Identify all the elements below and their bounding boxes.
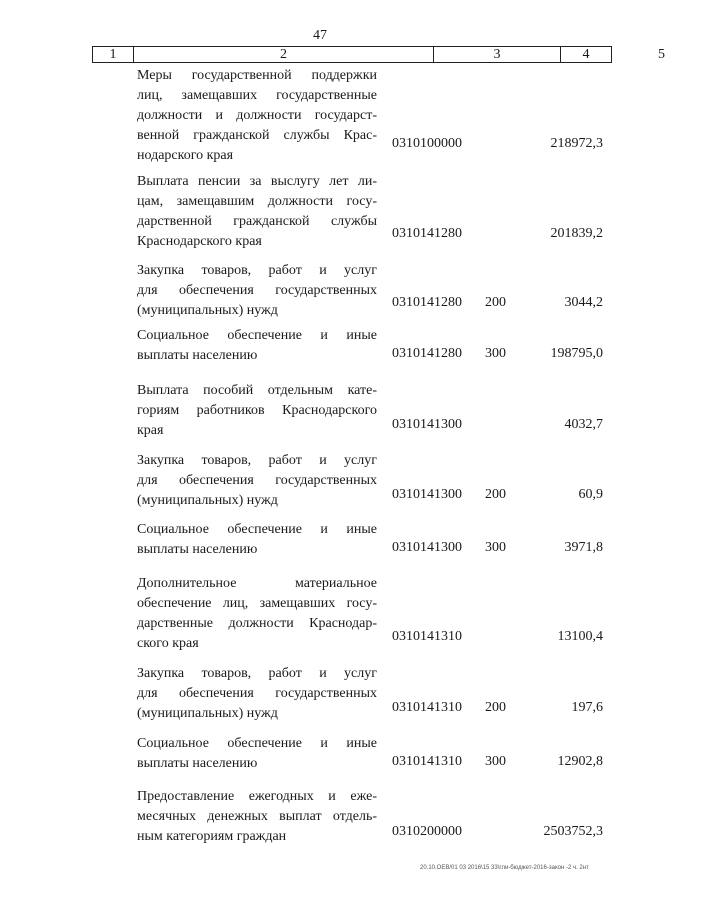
row-expense-type: 300 — [485, 540, 506, 555]
column-header-2: 2 — [134, 47, 434, 62]
row-description — [137, 261, 377, 321]
description-line: (муниципальных) нужд — [137, 493, 278, 508]
description-line: дарственные должности Краснодар- — [137, 616, 377, 631]
row-amount: 201839,2 — [550, 226, 603, 241]
row-code: 0310141300 — [392, 417, 462, 432]
description-line: Закупка товаров, работ и услуг — [137, 453, 377, 468]
description-line: Дополнительное материальное — [137, 576, 377, 591]
description-line: ского края — [137, 636, 199, 651]
row-code: 0310141280 — [392, 346, 462, 361]
table-header-row — [92, 46, 665, 63]
description-line: Социальное обеспечение и иные — [137, 328, 377, 343]
description-line: ным категориям граждан — [137, 829, 287, 844]
row-expense-type: 200 — [485, 487, 506, 502]
description-line: венной гражданской службы Крас- — [137, 128, 377, 143]
description-line: Закупка товаров, работ и услуг — [137, 263, 377, 278]
row-expense-type: 200 — [485, 700, 506, 715]
footer-file-reference: 20.10.OEB/01 03 2016\15 33\гли-бюджет-2016-закон -2 ч. 2нт — [420, 865, 589, 871]
row-amount: 3044,2 — [564, 295, 603, 310]
row-amount: 218972,3 — [550, 136, 603, 151]
row-code: 0310141300 — [392, 540, 462, 555]
description-line: Выплата пенсии за выслугу лет ли- — [137, 174, 377, 189]
description-line: Меры государственной поддержки — [137, 68, 377, 83]
description-line: Выплата пособий отдельным кате- — [137, 383, 377, 398]
row-description — [137, 734, 377, 774]
column-header-3: 3 — [434, 47, 561, 62]
row-description — [137, 664, 377, 724]
row-description — [137, 172, 377, 252]
row-amount: 13100,4 — [557, 629, 603, 644]
column-header-1: 1 — [93, 47, 134, 62]
description-line: обеспечение лиц, замещавших госу- — [137, 596, 377, 611]
description-line: дарственной гражданской службы — [137, 214, 377, 229]
description-line: выплаты населению — [137, 348, 258, 363]
row-expense-type: 200 — [485, 295, 506, 310]
description-line: Социальное обеспечение и иные — [137, 522, 377, 537]
description-line: для обеспечения государственных — [137, 686, 377, 701]
row-code: 0310141310 — [392, 629, 462, 644]
description-line: лиц, замещавших государственные — [137, 88, 377, 103]
row-description — [137, 451, 377, 511]
description-line: гориям работников Краснодарского — [137, 403, 377, 418]
row-code: 0310141280 — [392, 295, 462, 310]
description-line: нодарского края — [137, 148, 234, 163]
row-code: 0310141300 — [392, 487, 462, 502]
row-code: 0310141310 — [392, 754, 462, 769]
description-line: Закупка товаров, работ и услуг — [137, 666, 377, 681]
column-header-4: 4 — [561, 47, 612, 62]
description-line: для обеспечения государственных — [137, 473, 377, 488]
row-code: 0310200000 — [392, 824, 462, 839]
row-expense-type: 300 — [485, 346, 506, 361]
row-description — [137, 787, 377, 847]
row-code: 0310141310 — [392, 700, 462, 715]
column-header-5: 5 — [658, 47, 665, 62]
description-line: края — [137, 423, 164, 438]
description-line: Социальное обеспечение и иные — [137, 736, 377, 751]
row-amount: 4032,7 — [564, 417, 603, 432]
row-description — [137, 326, 377, 366]
page-number: 47 — [313, 28, 327, 43]
description-line: Краснодарского края — [137, 234, 262, 249]
row-amount: 197,6 — [571, 700, 603, 715]
row-amount: 60,9 — [578, 487, 603, 502]
row-expense-type: 300 — [485, 754, 506, 769]
row-code: 0310100000 — [392, 136, 462, 151]
row-description — [137, 66, 377, 166]
description-line: (муниципальных) нужд — [137, 706, 278, 721]
row-amount: 198795,0 — [550, 346, 603, 361]
row-amount: 12902,8 — [557, 754, 603, 769]
description-line: (муниципальных) нужд — [137, 303, 278, 318]
description-line: должности и должности государст- — [137, 108, 377, 123]
row-amount: 2503752,3 — [543, 824, 603, 839]
row-description — [137, 520, 377, 560]
row-code: 0310141280 — [392, 226, 462, 241]
description-line: Предоставление ежегодных и еже- — [137, 789, 377, 804]
description-line: выплаты населению — [137, 542, 258, 557]
description-line: месячных денежных выплат отдель- — [137, 809, 377, 824]
description-line: выплаты населению — [137, 756, 258, 771]
row-description — [137, 381, 377, 441]
description-line: цам, замещавшим должности госу- — [137, 194, 377, 209]
description-line: для обеспечения государственных — [137, 283, 377, 298]
row-description — [137, 574, 377, 654]
row-amount: 3971,8 — [564, 540, 603, 555]
